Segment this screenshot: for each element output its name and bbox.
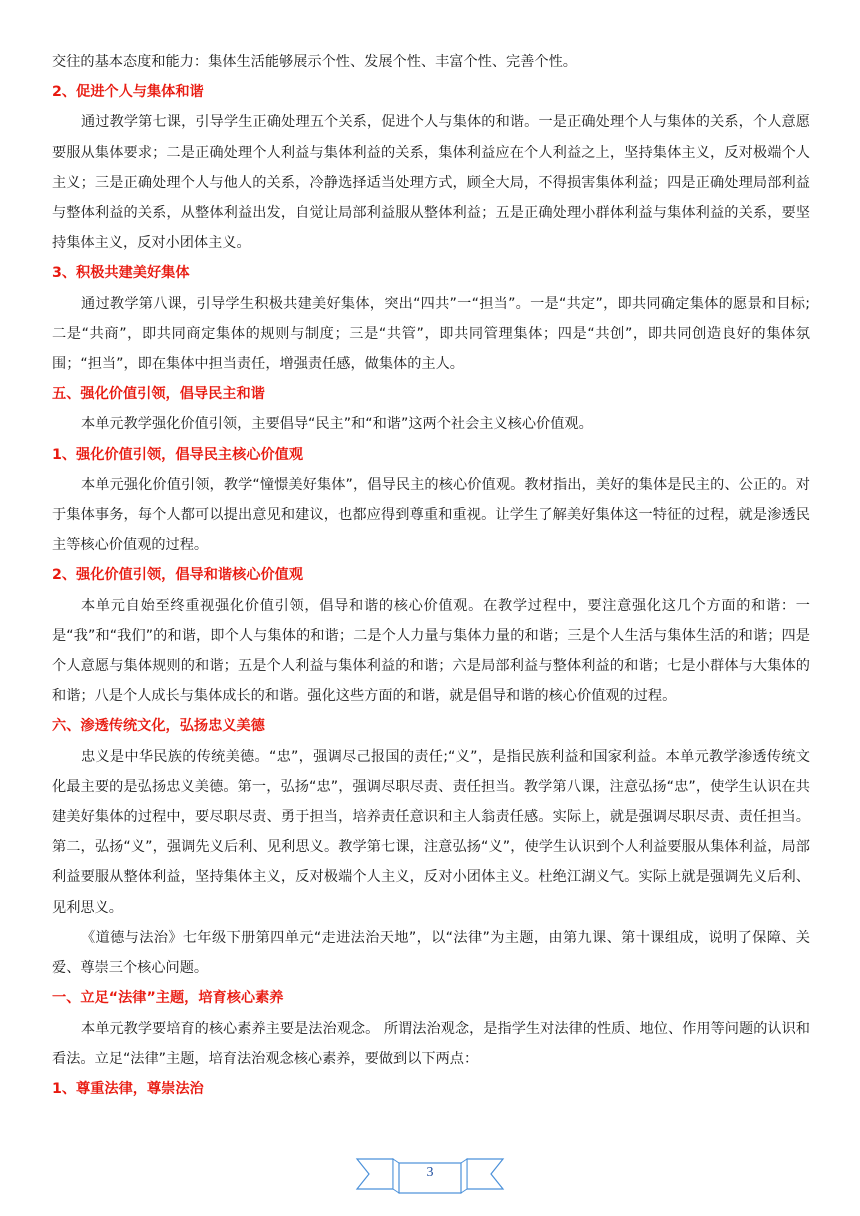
section-heading: 六、渗透传统文化，弘扬忠义美德: [52, 718, 265, 735]
section-heading: 3、积极共建美好集体: [52, 265, 190, 282]
paragraph: 《道德与法治》七年级下册第四单元“走进法治天地”，以“法律”为主题，由第九课、第十课组成，说明了保障、关爱、尊崇三个核心问题。: [52, 929, 810, 977]
paragraph: 本单元教学要培育的核心素养主要是法治观念。 所谓法治观念，是指学生对法律的性质、地位、作用等问题的认识和看法。立足“法律”主题，培育法治观念核心素养，要做到以下两点：: [52, 1020, 810, 1067]
page-number: 3: [426, 1165, 434, 1180]
section-heading: 2、促进个人与集体和谐: [52, 84, 204, 101]
paragraph: 本单元自始至终重视强化价值引领，倡导和谐的核心价值观。在教学过程中，要注意强化这几个方面的和谐：一是“我”和“我们”的和谐，即个人与集体的和谐；二是个人力量与集体力量的和谐；三是个人生活与集体生活的和谐；四是个人意愿与集体规则的和谐；五是个人利益与集体利益的和谐；六是局部利益与整体利益的和谐；七是小群体与大集体的和谐；八是个人成长与集体成长的和谐。强化这些方面的和谐，就是倡导和谐的核心价值观的过程。: [52, 597, 810, 705]
section-heading: 2、强化价值引领，倡导和谐核心价值观: [52, 567, 304, 584]
paragraph: 本单元教学强化价值引领，主要倡导“民主”和“和谐”这两个社会主义核心价值观。: [81, 416, 593, 433]
section-heading: 一、立足“法律”主题，培育核心素养: [52, 990, 284, 1007]
section-heading: 五、强化价值引领，倡导民主和谐: [52, 386, 265, 403]
paragraph: 本单元强化价值引领，教学“憧憬美好集体”，倡导民主的核心价值观。教材指出，美好的集体是民主的、公正的。对于集体事务，每个人都可以提出意见和建议，也都应得到尊重和重视。让学生了解美好集体这一特征的过程，就是渗透民主等核心价值观的过程。: [52, 476, 810, 554]
paragraph: 忠义是中华民族的传统美德。“忠”，强调尽己报国的责任;“义”，是指民族利益和国家利益。本单元教学渗透传统文化最主要的是弘扬忠义美德。第一，弘扬“忠”，强调尽职尽责、责任担当。教学第八课，注意弘扬“忠”，使学生认识在共建美好集体的过程中，要尽职尽责、勇于担当，培养责任意识和主人翁责任感。实际上，就是强调尽职尽责、责任担当。第二，弘扬“义”，强调先义后利、见利思义。教学第七课，注意弘扬“义”，使学生认识到个人利益要服从集体利益，局部利益要服从整体利益，坚持集体主义，反对极端个人主义，反对小团体主义。杜绝江湖义气。实际上就是强调先义后利、见利思义。: [52, 748, 810, 916]
paragraph: 交往的基本态度和能力：集体生活能够展示个性、发展个性、丰富个性、完善个性。: [52, 54, 577, 70]
section-heading: 1、强化价值引领，倡导民主核心价值观: [52, 446, 304, 463]
document-body: [52, 47, 810, 1104]
section-heading: 1、尊重法律，尊崇法治: [52, 1080, 204, 1097]
paragraph: 通过教学第七课，引导学生正确处理五个关系，促进个人与集体的和谐。一是正确处理个人与集体的关系，个人意愿要服从集体要求；二是正确处理个人利益与集体利益的关系，集体利益应在个人利益之上，坚持集体主义，反对极端个人主义；三是正确处理个人与他人的关系，冷静选择适当处理方式，顾全大局，不得损害集体利益；四是正确处理局部利益与整体利益的关系，从整体利益出发，自觉让局部利益服从整体利益；五是正确处理小群体利益与集体利益的关系，要坚持集体主义，反对小团体主义。: [52, 114, 810, 252]
page-footer: [355, 1155, 505, 1195]
paragraph: 通过教学第八课，引导学生积极共建美好集体，突出“四共”一“担当”。一是“共定”，即共同确定集体的愿景和目标;二是“共商”，即共同商定集体的规则与制度；三是“共管”，即共同管理集体；四是“共创”，即共同创造良好的集体氛围；“担当”，即在集体中担当责任，增强责任感，做集体的主人。: [52, 295, 810, 373]
